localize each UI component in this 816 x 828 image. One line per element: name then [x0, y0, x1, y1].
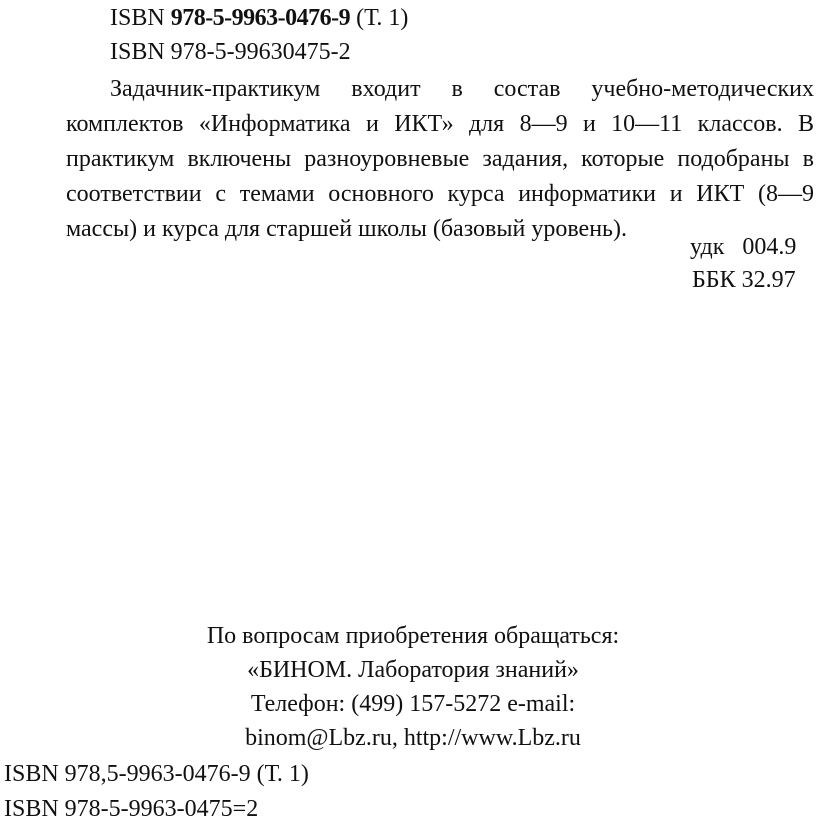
isbn-number: 978-5-9963-0476-9 [170, 5, 351, 31]
bbk-code: ББК 32.97 [692, 267, 796, 293]
isbn-set: ISBN 978-5-99630475-2 [110, 39, 351, 65]
footer-isbn-set: ISBN 978-5-9963-0475=2 [4, 796, 259, 822]
abstract [66, 72, 814, 247]
publisher-name: «БИНОМ. Лаборатория знаний» [247, 657, 579, 683]
publisher-phone: Телефон: (499) 157-5272 e-mail: [250, 691, 576, 717]
footer-isbn-volume-1: ISBN 978,5-9963-0476-9 (Т. 1) [4, 761, 309, 787]
abstract-text: Задачник-практикум входит в состав учебно-методических комплектов «Информатика и ИКТ» для 8—9 и 10—11 классов. В практикум включены разноуровневые задания, которые подобраны в соответствии с темами основного курса информатики и ИКТ (8—9 массы) и курса для старшей школы (базовый уровень). [66, 76, 814, 242]
contact-heading: По вопросам приобретения обращаться: [206, 623, 620, 649]
isbn-volume-label: (Т. 1) [350, 5, 409, 31]
udc-code: удк 004.9 [690, 234, 797, 260]
isbn-prefix: ISBN [110, 5, 171, 31]
publisher-web: binom@Lbz.ru, http://www.Lbz.ru [245, 725, 581, 751]
isbn-volume-1 [110, 4, 408, 32]
